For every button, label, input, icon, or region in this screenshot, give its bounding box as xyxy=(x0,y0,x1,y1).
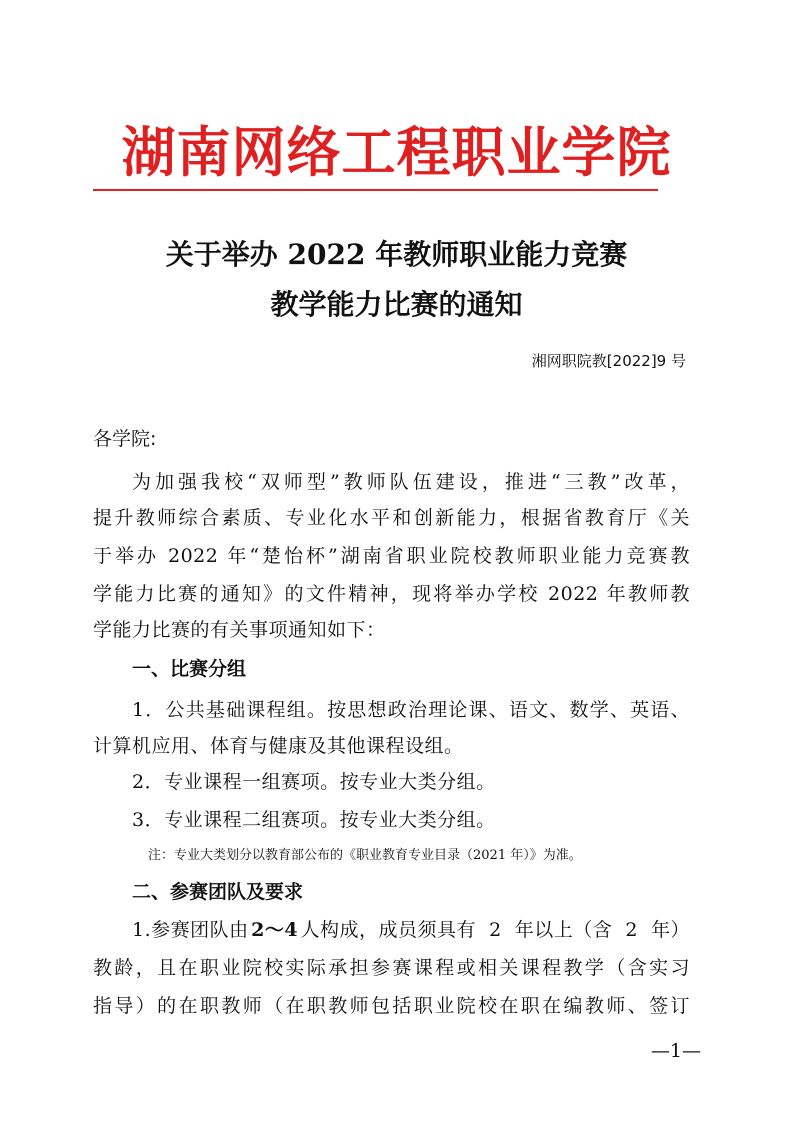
school-name-header: 湖南网络工程职业学院 xyxy=(121,121,672,184)
requirement-1-prefix: 1.参赛团队由 xyxy=(132,919,249,941)
item-3: 3．专业课程二组赛项。按专业大类分组。 xyxy=(132,809,496,831)
page-number: —1— xyxy=(650,1040,701,1062)
note: 注：专业大类划分以教育部公布的《职业教育专业目录（2021 年）》为准。 xyxy=(148,848,582,863)
requirement-1-suffix: 人构成，成员须具有 2 年以上（含 2 年） xyxy=(300,919,690,941)
intro-line-3: 于举办 2022 年“楚怡杯”湖南省职业院校教师职业能力竞赛教 xyxy=(93,545,690,567)
document-number: 湘网职院教[2022]9 号 xyxy=(531,352,686,370)
intro-line-2: 提升教师综合素质、专业化水平和创新能力，根据省教育厅《关 xyxy=(93,507,690,529)
requirement-1-line-3: 指导）的在职教师（在职教师包括职业院校在职在编教师、签订 xyxy=(93,995,690,1017)
document-title-line1: 关于举办 2022 年教师职业能力竞赛 xyxy=(165,238,628,271)
team-size: 2～4 xyxy=(251,919,299,941)
requirement-1-line-1 xyxy=(132,914,690,947)
item-2: 2．专业课程一组赛项。按专业大类分组。 xyxy=(132,771,496,793)
item-1-line-1: 1．公共基础课程组。按思想政治理论课、语文、数学、英语、 xyxy=(132,699,690,721)
intro-line-4: 学能力比赛的通知》的文件精神，现将举办学校 2022 年教师教 xyxy=(93,583,690,605)
section-heading-groups: 一、比赛分组 xyxy=(132,658,247,680)
intro-line-5: 学能力比赛的有关事项通知如下： xyxy=(93,619,386,641)
requirement-1-line-2: 教龄，且在职业院校实际承担参赛课程或相关课程教学（含实习 xyxy=(93,957,690,979)
addressee: 各学院: xyxy=(93,428,157,450)
document-title-line2: 教学能力比赛的通知 xyxy=(270,288,523,321)
intro-line-1: 为加强我校“双师型”教师队伍建设，推进“三教”改革， xyxy=(132,471,690,493)
header-divider xyxy=(93,189,658,191)
item-1-line-2: 计算机应用、体育与健康及其他课程设组。 xyxy=(93,735,464,757)
section-heading-teams: 二、参赛团队及要求 xyxy=(132,881,304,903)
